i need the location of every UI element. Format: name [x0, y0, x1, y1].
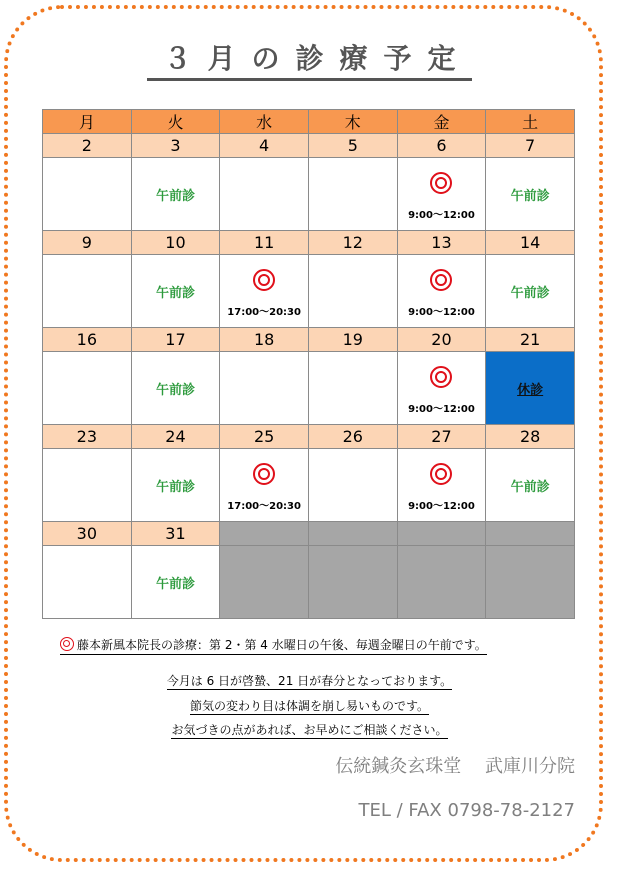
date-cell: 11 — [220, 231, 309, 255]
director-session-cell — [397, 352, 486, 425]
date-cell: 27 — [397, 425, 486, 449]
schedule-row — [43, 449, 575, 522]
date-cell: 25 — [220, 425, 309, 449]
schedule-row — [43, 255, 575, 328]
unused-cell — [220, 546, 309, 619]
date-cell: 3 — [131, 134, 220, 158]
session-time: 9:00～12:00 — [408, 500, 475, 512]
empty-cell — [308, 158, 397, 231]
morning-session-cell — [131, 546, 220, 619]
date-cell: 12 — [308, 231, 397, 255]
empty-cell — [43, 352, 132, 425]
date-cell — [220, 522, 309, 546]
empty-cell — [43, 158, 132, 231]
weekday-header-row — [43, 110, 575, 134]
date-cell: 4 — [220, 134, 309, 158]
morning-session-label: 午前診 — [155, 576, 195, 592]
date-cell: 13 — [397, 231, 486, 255]
morning-session-label: 午前診 — [510, 285, 550, 301]
director-session-cell — [220, 255, 309, 328]
weekday-fri: 金 — [397, 110, 486, 134]
double-circle-icon — [430, 366, 452, 388]
session-time: 17:00～20:30 — [227, 306, 301, 318]
date-cell: 2 — [43, 134, 132, 158]
weekday-sat: 土 — [486, 110, 575, 134]
date-cell: 10 — [131, 231, 220, 255]
weekday-mon: 月 — [43, 110, 132, 134]
morning-session-cell — [486, 255, 575, 328]
morning-session-cell — [131, 158, 220, 231]
message-line-3-text: お気づきの点があれば、お早めにご相談ください。 — [171, 723, 448, 737]
date-row — [43, 522, 575, 546]
closed-label: 休診 — [517, 382, 544, 398]
director-session-cell — [397, 449, 486, 522]
weekday-thu: 木 — [308, 110, 397, 134]
schedule-row — [43, 352, 575, 425]
empty-cell — [43, 449, 132, 522]
date-row — [43, 231, 575, 255]
date-cell — [397, 522, 486, 546]
morning-session-cell — [131, 352, 220, 425]
closed-cell — [486, 352, 575, 425]
director-session-cell — [397, 255, 486, 328]
message-line-2 — [0, 697, 619, 714]
schedule-calendar — [42, 109, 575, 619]
date-cell — [486, 522, 575, 546]
weekday-tue: 火 — [131, 110, 220, 134]
date-row — [43, 134, 575, 158]
date-cell: 16 — [43, 328, 132, 352]
date-cell: 14 — [486, 231, 575, 255]
date-cell: 6 — [397, 134, 486, 158]
morning-session-label: 午前診 — [155, 479, 195, 495]
date-cell: 31 — [131, 522, 220, 546]
date-cell: 18 — [220, 328, 309, 352]
session-time: 9:00～12:00 — [408, 306, 475, 318]
message-line-3 — [0, 721, 619, 738]
double-circle-icon — [253, 463, 275, 485]
double-circle-icon — [430, 463, 452, 485]
date-cell: 28 — [486, 425, 575, 449]
schedule-row — [43, 158, 575, 231]
date-cell: 17 — [131, 328, 220, 352]
session-time: 9:00～12:00 — [408, 403, 475, 415]
date-row — [43, 425, 575, 449]
tel-fax: TEL / FAX 0798-78-2127 — [358, 800, 575, 821]
morning-session-label: 午前診 — [155, 285, 195, 301]
date-cell: 7 — [486, 134, 575, 158]
date-cell: 9 — [43, 231, 132, 255]
director-note — [60, 636, 487, 655]
director-session-cell — [220, 449, 309, 522]
date-cell: 30 — [43, 522, 132, 546]
double-circle-icon — [430, 172, 452, 194]
morning-session-cell — [486, 449, 575, 522]
date-cell: 21 — [486, 328, 575, 352]
morning-session-label: 午前診 — [155, 382, 195, 398]
page-title — [0, 40, 619, 81]
empty-cell — [308, 449, 397, 522]
morning-session-label: 午前診 — [510, 188, 550, 204]
date-row — [43, 328, 575, 352]
morning-session-label: 午前診 — [155, 188, 195, 204]
date-cell — [308, 522, 397, 546]
morning-session-cell — [131, 449, 220, 522]
empty-cell — [220, 158, 309, 231]
message-line-1 — [0, 672, 619, 689]
morning-session-label: 午前診 — [510, 479, 550, 495]
date-cell: 20 — [397, 328, 486, 352]
double-circle-icon — [60, 637, 74, 651]
unused-cell — [486, 546, 575, 619]
empty-cell — [308, 352, 397, 425]
director-note-text: 藤本新風本院長の診療：第 2・第 4 水曜日の午後、毎週金曜日の午前です。 — [77, 638, 487, 652]
session-time: 17:00～20:30 — [227, 500, 301, 512]
empty-cell — [220, 352, 309, 425]
double-circle-icon — [253, 269, 275, 291]
double-circle-icon — [430, 269, 452, 291]
unused-cell — [397, 546, 486, 619]
morning-session-cell — [131, 255, 220, 328]
empty-cell — [43, 255, 132, 328]
date-cell: 26 — [308, 425, 397, 449]
date-cell: 24 — [131, 425, 220, 449]
morning-session-cell — [486, 158, 575, 231]
unused-cell — [308, 546, 397, 619]
date-cell: 19 — [308, 328, 397, 352]
message-line-1-text: 今月は 6 日が啓蟄、21 日が春分となっております。 — [166, 674, 453, 688]
empty-cell — [308, 255, 397, 328]
director-session-cell — [397, 158, 486, 231]
schedule-row — [43, 546, 575, 619]
message-line-2-text: 節気の変わり目は体調を崩し易いものです。 — [189, 699, 430, 713]
date-cell: 5 — [308, 134, 397, 158]
empty-cell — [43, 546, 132, 619]
clinic-name: 伝統鍼灸玄珠堂 武庫川分院 — [335, 756, 575, 777]
calendar-body — [43, 134, 575, 619]
date-cell: 23 — [43, 425, 132, 449]
session-time: 9:00～12:00 — [408, 209, 475, 221]
page-title-text: ３月の診療予定 — [147, 40, 471, 81]
weekday-wed: 水 — [220, 110, 309, 134]
